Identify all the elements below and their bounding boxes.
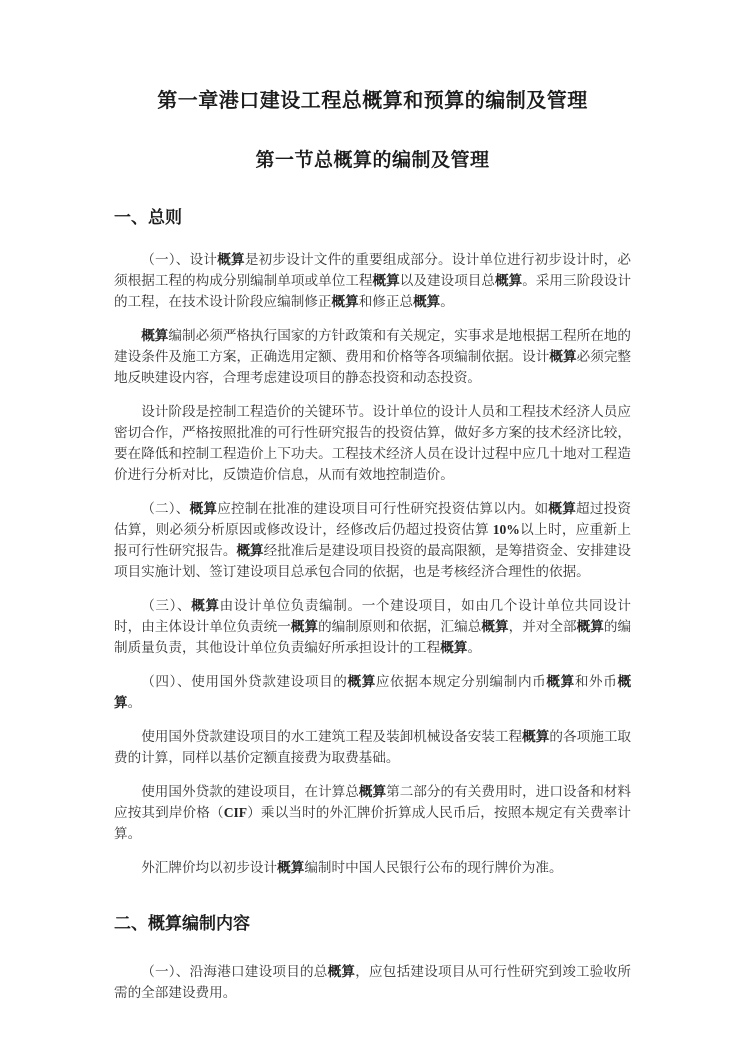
paragraph: 概算编制必须严格执行国家的方针政策和有关规定，实事求是地根据工程所在地的建设条件及施工方案，正确选用定额、费用和价格等各项编制依据。设计概算必须完整地反映建设内容，合理考虑建设项目的静态投资和动态投资。 [114,328,632,385]
paragraph: （三）、概算由设计单位负责编制。一个建设项目，如由几个设计单位共同设计时，由主体设计单位负责统一概算的编制原则和依据，汇编总概算，并对全部概算的编制质量负责，其他设计单位负责编好所承担设计的工程概算。 [114,598,632,655]
heading-budget-compilation-content: 二、概算编制内容 [114,914,250,933]
paragraph: 设计阶段是控制工程造价的关键环节。设计单位的设计人员和工程技术经济人员应密切合作，严格按照批准的可行性研究报告的投资估算，做好多方案的技术经济比较，要在降低和控制工程造价上下功夫。工程技术经济人员在设计过程中应几十地对工程造价进行分析对比，反馈造价信息，从而有效地控制造价。 [114,404,631,482]
section-title: 第一节总概算的编制及管理 [255,150,490,171]
paragraph: （二）、概算应控制在批准的建设项目可行性研究投资估算以内。如概算超过投资估算，则必须分析原因或修改设计，经修改后仍超过投资估算 10%以上时，应重新上报可行性研究报告。概算经批准后是建设项目投资的最高限额，是筹措资金、安排建设项目实施计划、签订建设项目总承包合同的依据，也是考核经济合理性的依据。 [114,501,632,579]
paragraph: 使用国外贷款建设项目的水工建筑工程及装卸机械设备安装工程概算的各项施工取费的计算，同样以基价定额直接费为取费基础。 [114,729,632,765]
section-general-provisions [114,206,631,878]
paragraph: （一）、设计概算是初步设计文件的重要组成部分。设计单位进行初步设计时，必须根据工程的构成分别编制单项或单位工程概算以及建设项目总概算。采用三阶段设计的工程，在技术设计阶段应编制修正概算和修正总概算。 [114,252,632,309]
chapter-title: 第一章港口建设工程总概算和预算的编制及管理 [157,90,588,112]
paragraph: （四）、使用国外贷款建设项目的概算应依据本规定分别编制内币概算和外币概算。 [114,674,632,710]
section-budget-compilation-content [114,912,631,1003]
paragraph: 外汇牌价均以初步设计概算编制时中国人民银行公布的现行牌价为准。 [141,860,563,875]
paragraph: 使用国外贷款的建设项目，在计算总概算第二部分的有关费用时，进口设备和材料应按其到岸价格（CIF）乘以当时的外汇牌价折算成人民币后，按照本规定有关费率计算。 [114,784,632,841]
paragraph: （一）、沿海港口建设项目的总概算，应包括建设项目从可行性研究到竣工验收所需的全部建设费用。 [114,964,632,1000]
heading-general-provisions: 一、总则 [114,208,182,227]
